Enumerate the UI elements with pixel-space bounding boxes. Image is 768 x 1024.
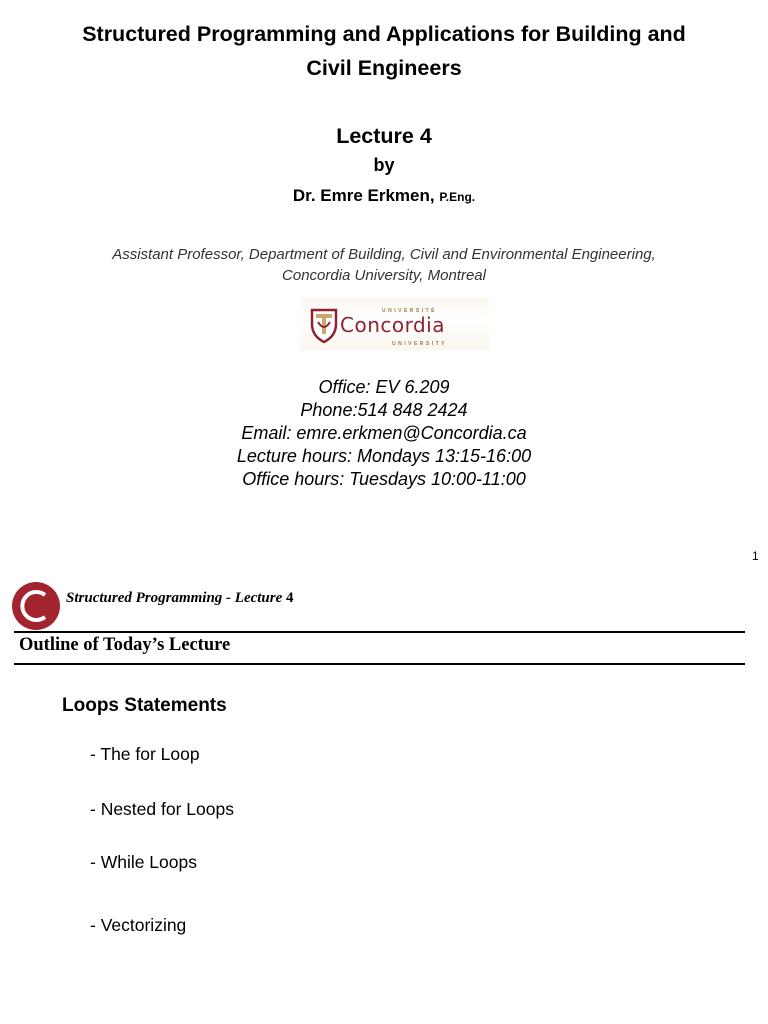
logo-small-bottom: UNIVERSITY [392, 341, 448, 347]
by-label: by [373, 155, 395, 175]
affiliation-line-2: Concordia University, Montreal [282, 267, 486, 284]
contact-office: Office: EV 6.209 [318, 377, 450, 397]
concordia-logo [300, 298, 489, 350]
header-rule-top [14, 631, 745, 633]
contact-phone: Phone:514 848 2424 [300, 400, 468, 420]
list-item: - Vectorizing [90, 915, 187, 935]
page-number: 1 [752, 549, 759, 563]
affiliation-line-1: Assistant Professor, Department of Building, Civil and Environmental Engineering, [112, 246, 656, 263]
list-item: - The for Loop [90, 744, 200, 764]
concordia-c-icon [11, 581, 61, 631]
outline-title: Outline of Today’s Lecture [19, 635, 231, 655]
header-title-text: Structured Programming - Lecture [66, 590, 283, 606]
list-item: - While Loops [90, 852, 197, 872]
document-title [0, 17, 768, 85]
contact-email: Email: emre.erkmen@Concordia.ca [241, 423, 527, 443]
author-credential: P.Eng. [439, 190, 476, 204]
contact-info [0, 376, 768, 491]
contact-lecture-hours: Lecture hours: Mondays 13:15-16:00 [236, 446, 532, 466]
header-lecture-number: 4 [286, 590, 294, 606]
slide-header-title [66, 590, 294, 607]
lecture-number: Lecture 4 [336, 124, 432, 148]
title-line-1: Structured Programming and Applications for Building and [82, 22, 686, 46]
logo-small-top: UNIVERSITÉ [382, 308, 438, 314]
title-line-2: Civil Engineers [306, 56, 462, 80]
section-heading: Loops Statements [62, 695, 227, 716]
header-rule-bottom [14, 663, 745, 665]
list-item: - Nested for Loops [90, 799, 234, 819]
author [0, 184, 768, 209]
concordia-shield-icon [310, 306, 338, 344]
author-name: Dr. Emre Erkmen, [292, 186, 435, 205]
contact-office-hours: Office hours: Tuesdays 10:00-11:00 [242, 469, 526, 489]
affiliation [0, 244, 768, 286]
logo-text: Concordia [340, 313, 445, 337]
